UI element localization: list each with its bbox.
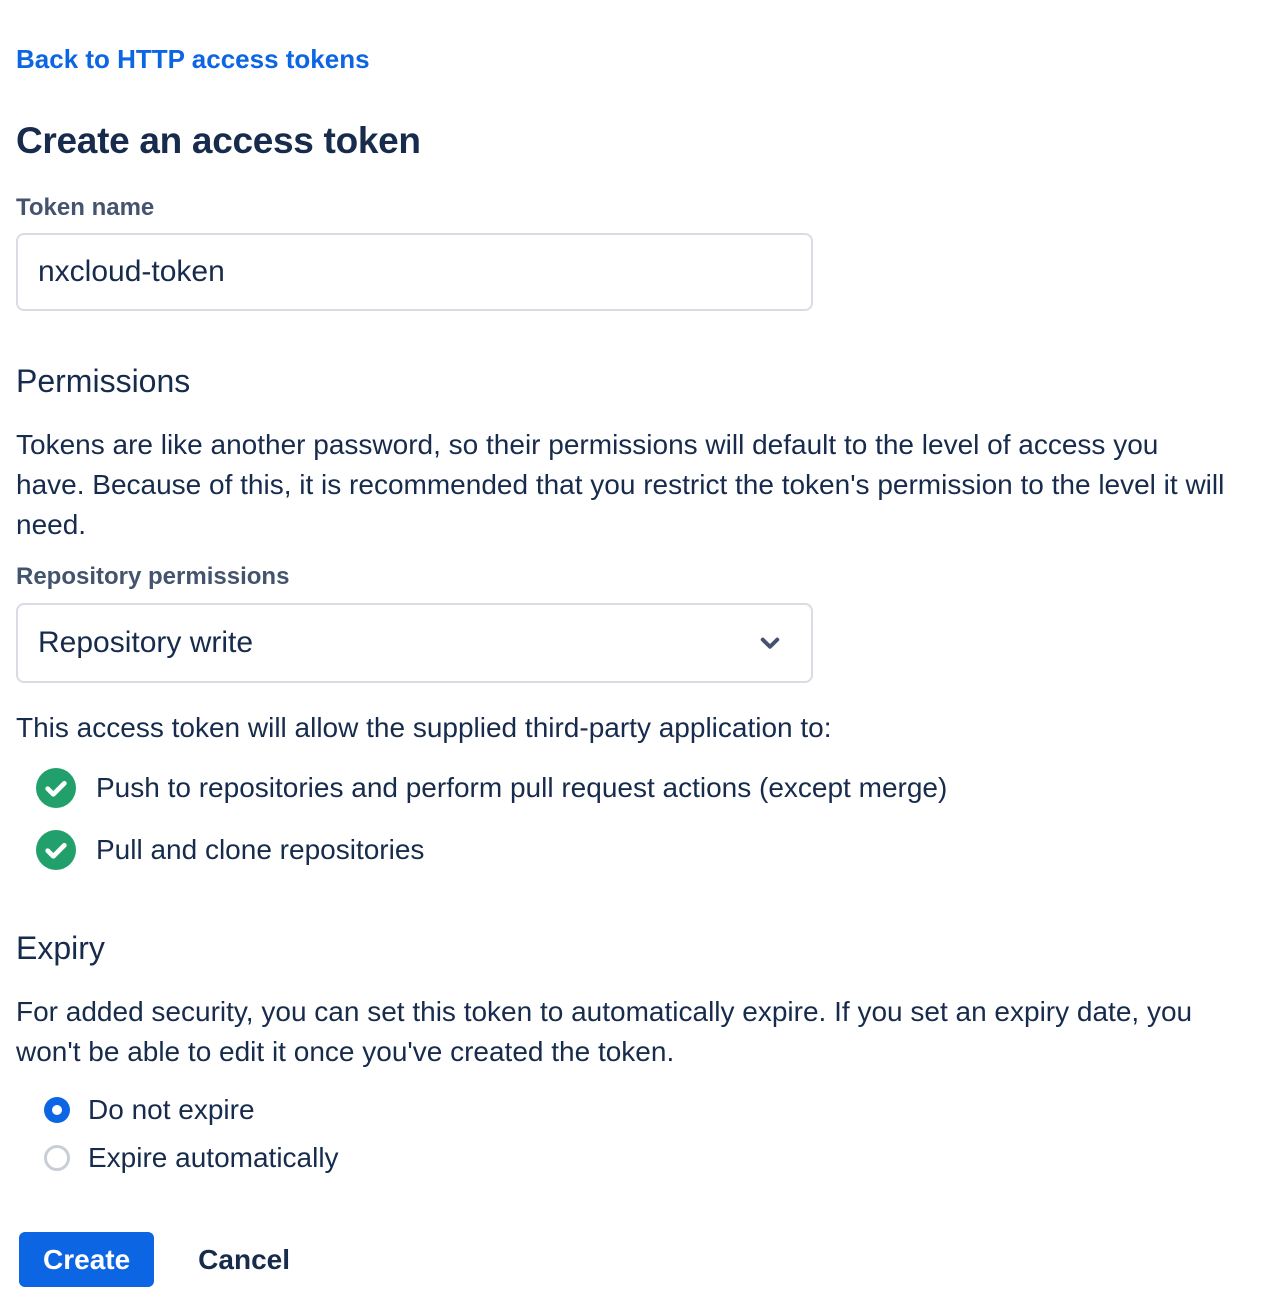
- chevron-down-icon: [755, 628, 785, 658]
- check-circle-icon: [36, 768, 76, 808]
- selected-permission-value: Repository write: [38, 626, 254, 659]
- expiry-description: For added security, you can set this token to automatically expire. If you set an expiry date, you won't be able to edit it once you've created the token.: [16, 996, 1193, 1067]
- token-name-label: Token name: [16, 194, 155, 221]
- permissions-description: Tokens are like another password, so their permissions will default to the level of access you have. Because of this, it is recommended that you restrict the token's permission to the level it will need.: [16, 429, 1225, 540]
- create-button[interactable]: Create: [19, 1232, 154, 1287]
- capabilities-intro: This access token will allow the supplied third-party application to:: [16, 712, 832, 743]
- repository-permissions-label: Repository permissions: [16, 563, 290, 590]
- expiry-radio-group: [16, 1093, 1258, 1175]
- permissions-heading: Permissions: [16, 363, 191, 399]
- page-title: Create an access token: [16, 120, 421, 161]
- capability-item-push: [16, 768, 1258, 808]
- capability-label: Push to repositories and perform pull request actions (except merge): [96, 772, 948, 803]
- radio-selected-icon[interactable]: [44, 1097, 70, 1123]
- radio-unselected-icon[interactable]: [44, 1145, 70, 1171]
- repository-permissions-select[interactable]: [16, 603, 813, 683]
- capability-item-pull: [16, 830, 1258, 870]
- token-name-input[interactable]: [16, 233, 813, 311]
- radio-option-expire-automatically[interactable]: [16, 1141, 1258, 1175]
- cancel-button[interactable]: Cancel: [198, 1243, 290, 1275]
- expiry-heading: Expiry: [16, 930, 105, 966]
- radio-label: Expire automatically: [88, 1142, 339, 1173]
- check-circle-icon: [36, 830, 76, 870]
- capability-label: Pull and clone repositories: [96, 834, 425, 865]
- capability-list: [16, 768, 1258, 870]
- form-actions: [19, 1232, 1258, 1287]
- radio-option-do-not-expire[interactable]: [16, 1093, 1258, 1127]
- back-to-http-access-tokens-link[interactable]: Back to HTTP access tokens: [16, 44, 370, 74]
- radio-label: Do not expire: [88, 1094, 255, 1125]
